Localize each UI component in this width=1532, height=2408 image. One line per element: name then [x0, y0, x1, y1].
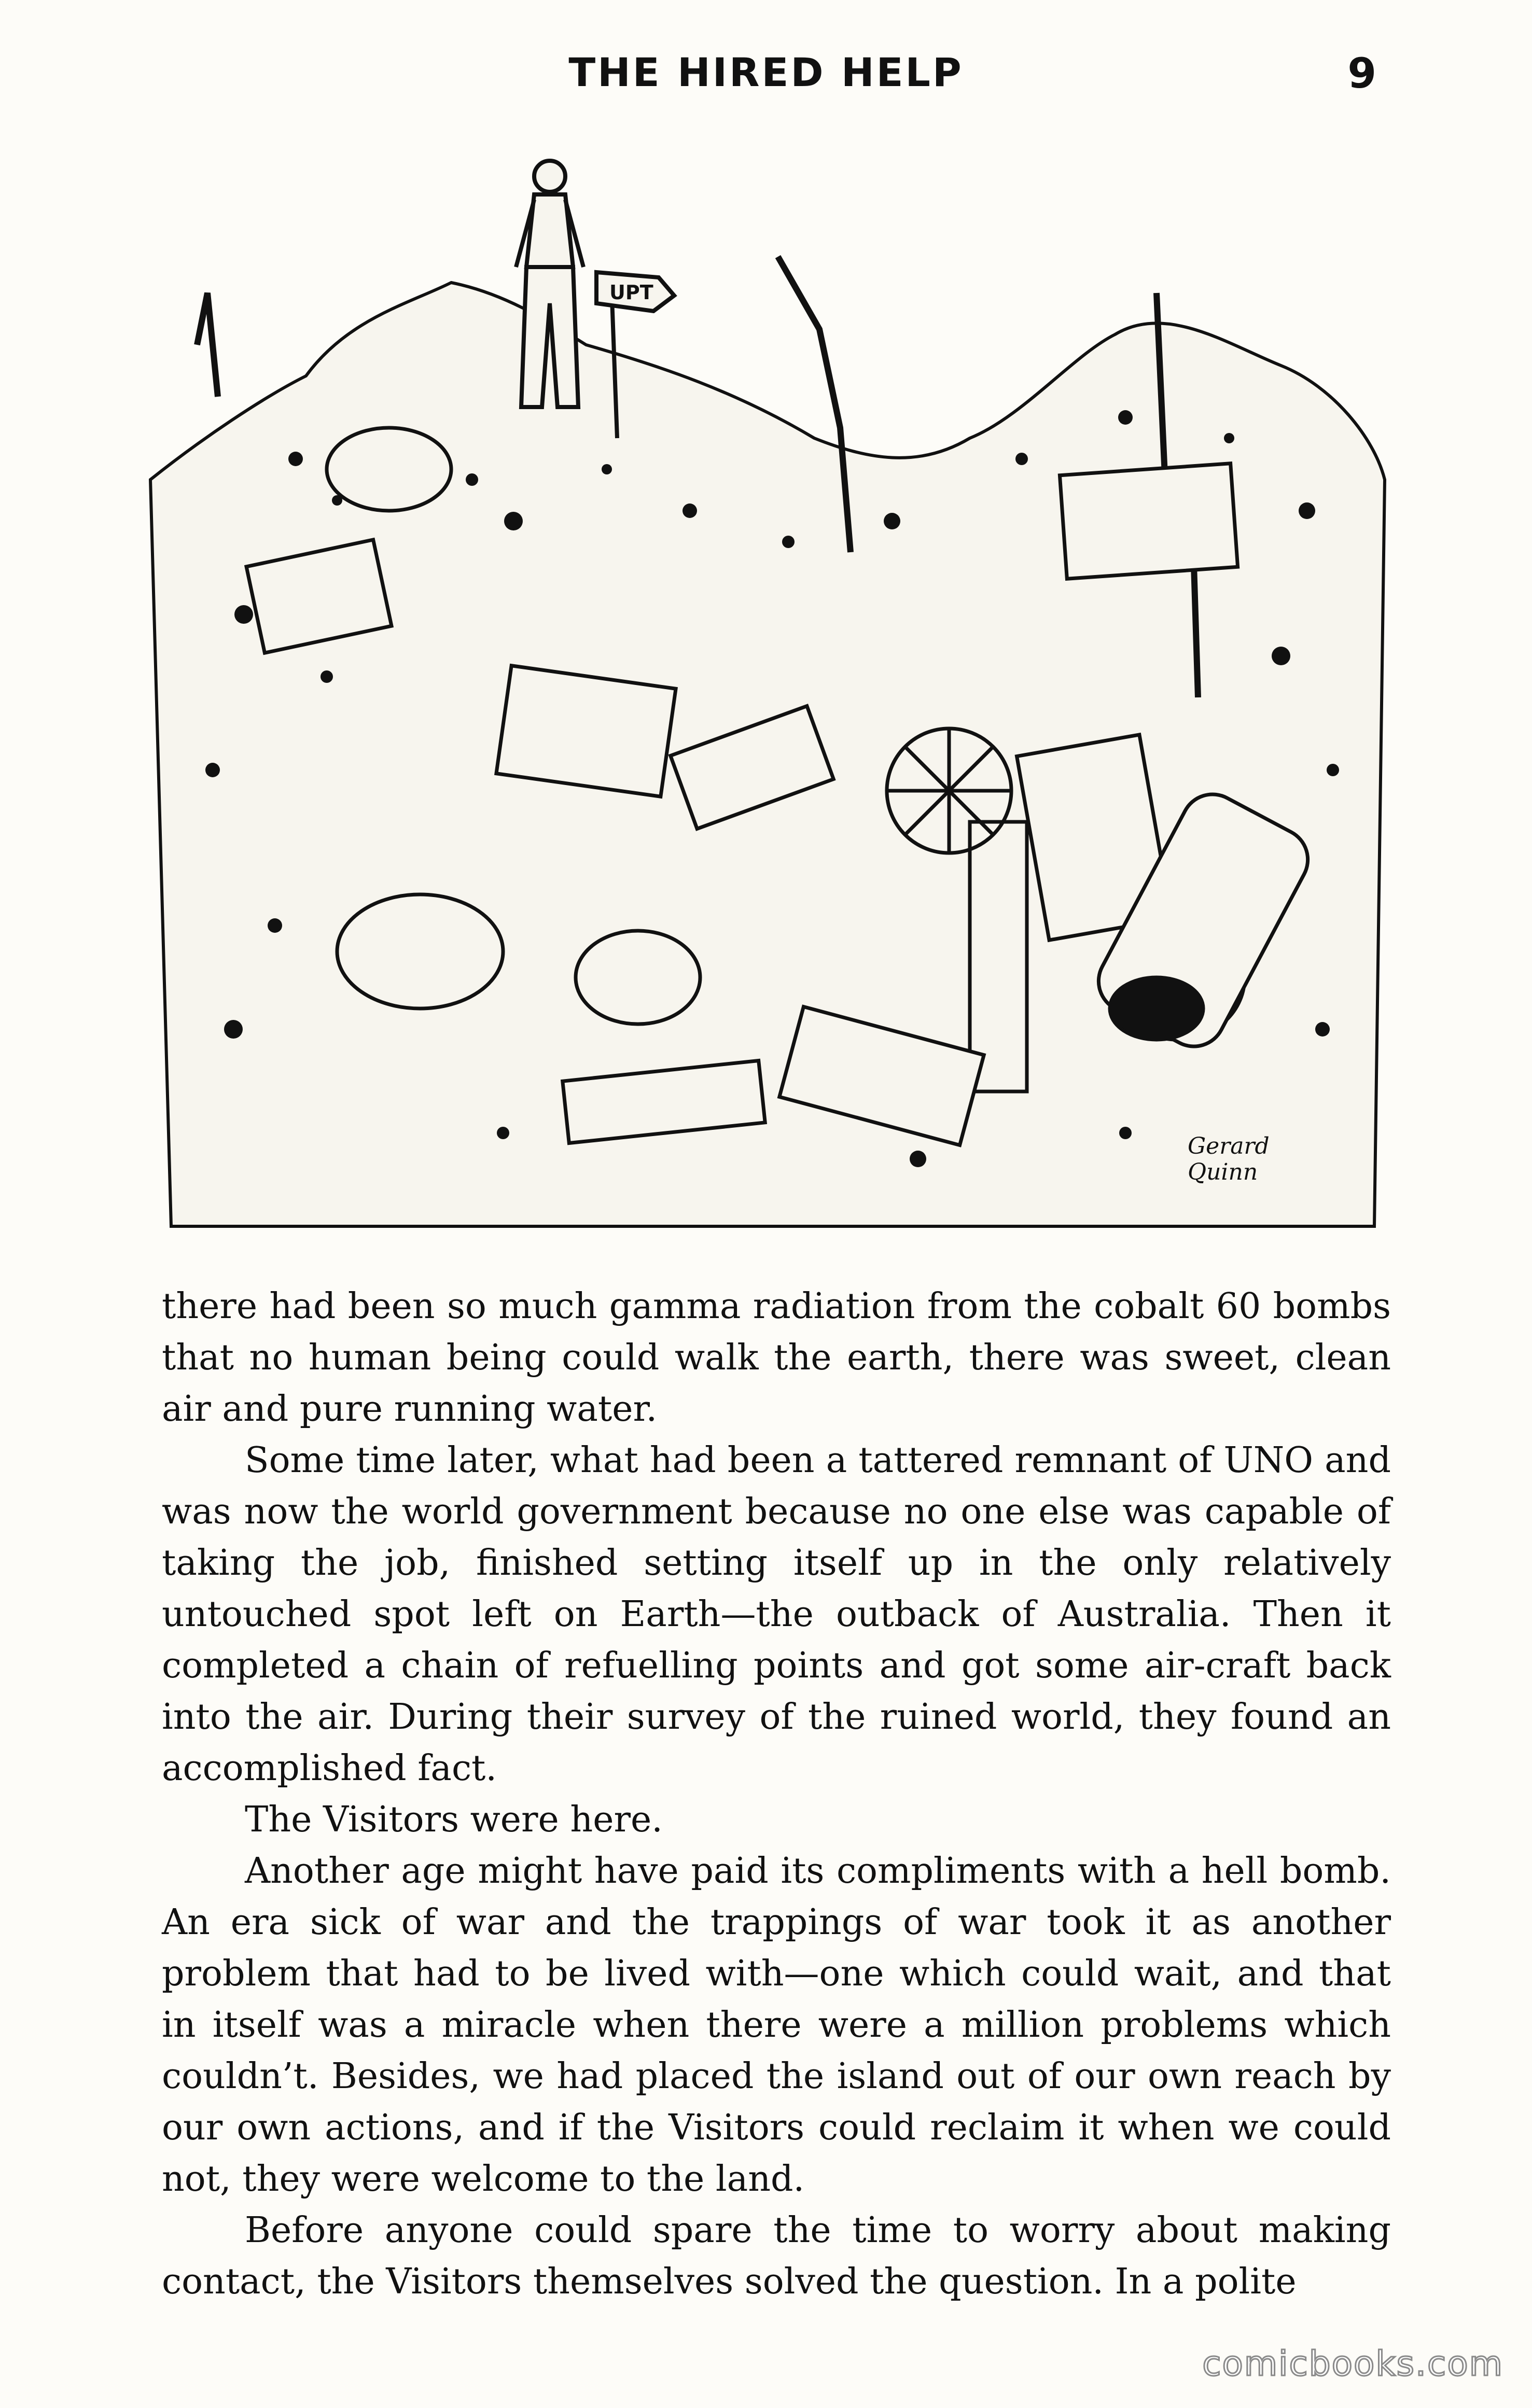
illustration-drawing: [140, 148, 1395, 1242]
paragraph: there had been so much gamma radiation from the cobalt 60 bombs that no human being could walk the earth, there was sweet, clean air and pure running water.: [162, 1286, 1391, 1430]
body-text: [162, 1281, 1391, 2307]
rubble-illustration: [140, 148, 1395, 1242]
page-number: 9: [1347, 49, 1376, 97]
artist-signature: [1188, 1133, 1270, 1185]
paragraph: Some time later, what had been a tattered remnant of UNO and was now the world government because no one else was capable of taking the job, finished setting itself up in the only relatively untouched spot left on Earth—the outback of Australia. Then it completed a chain of refuelling points and got some air-craft back into the air. During their survey of the ruined world, they found an accomplished fact.: [162, 1440, 1391, 1789]
svg-text:Quinn: Quinn: [1188, 1159, 1258, 1185]
paragraph: The Visitors were here.: [245, 1799, 663, 1840]
wagon-wheel: [887, 729, 1011, 853]
svg-text:UPT: UPT: [609, 281, 653, 304]
page-header: [0, 49, 1532, 111]
paragraph: Before anyone could spare the time to worry about making contact, the Visitors themselves solved the question. In a polite: [162, 2210, 1391, 2302]
paragraph: Another age might have paid its compliments with a hell bomb. An era sick of war and the trappings of war took it as another problem that had to be lived with—one which could wait, and that in itself was a miracle when there were a million problems which couldn’t. Besides, we had placed the island out of our own reach by our own actions, and if the Visitors could reclaim it when we could not, they were welcome to the land.: [162, 1851, 1391, 2200]
running-title: THE HIRED HELP: [568, 49, 964, 95]
svg-text:Gerard: Gerard: [1188, 1133, 1270, 1159]
watermark: comicbooks.com: [1202, 2344, 1503, 2384]
